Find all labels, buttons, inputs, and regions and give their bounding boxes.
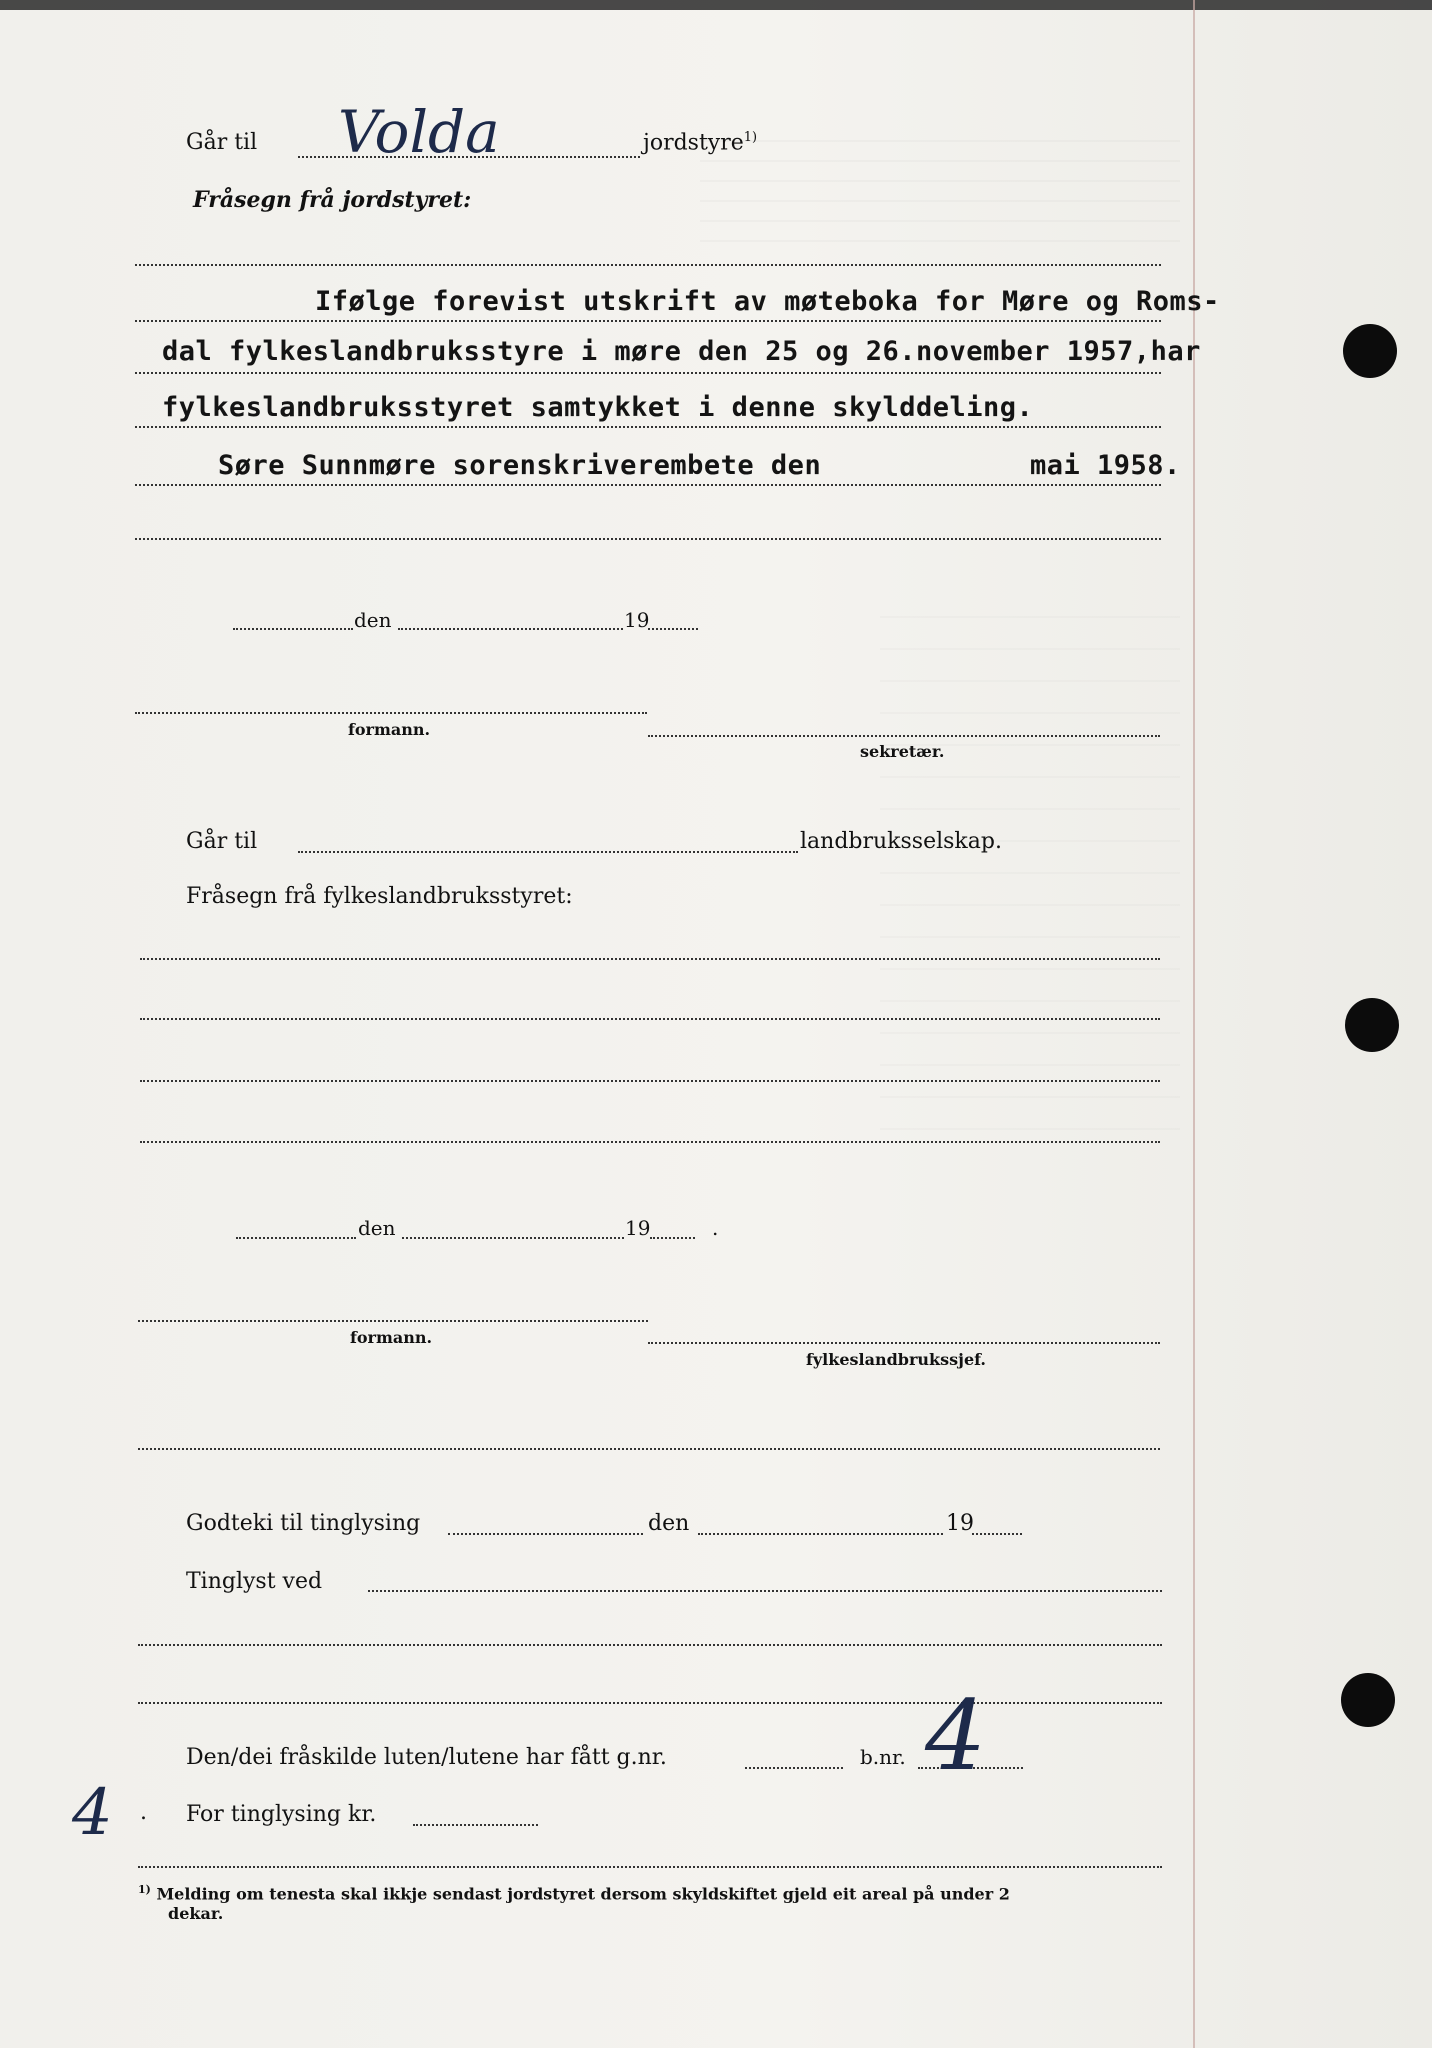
date-month-line xyxy=(398,628,623,630)
ruled-line xyxy=(135,320,1161,322)
section2-landbruk-label: landbruksselskap. xyxy=(800,829,1002,854)
typed-line-4-right: mai 1958. xyxy=(1030,450,1181,481)
typed-line-3: fylkeslandbruksstyret samtykket i denne skylddeling. xyxy=(162,392,1034,423)
ruled-line xyxy=(138,1448,1160,1450)
tinglyst-line xyxy=(368,1590,1162,1592)
date-month-line xyxy=(402,1237,624,1239)
gaar-til-handwritten: Volda xyxy=(338,98,500,166)
typed-line-2: dal fylkeslandbruksstyre i møre den 25 og 26.november 1957,har xyxy=(162,336,1201,367)
fraasegn-jordstyret-label: Fråsegn frå jordstyret: xyxy=(193,187,472,213)
ruled-line xyxy=(135,484,1161,486)
footnote-marker: 1) xyxy=(138,1883,151,1896)
section1-sekretar-label: sekretær. xyxy=(860,742,945,761)
bleed-through-texture xyxy=(700,140,1180,260)
ruled-line xyxy=(140,1018,1160,1020)
punch-hole xyxy=(1343,324,1397,378)
section2-fraasegn-label: Fråsegn frå fylkeslandbruksstyret: xyxy=(186,884,573,909)
bnr-label: b.nr. xyxy=(860,1745,906,1769)
for-tinglysing-line xyxy=(413,1824,538,1826)
godteki-year-line xyxy=(972,1533,1022,1535)
godteki-line xyxy=(448,1533,643,1535)
scan-top-edge xyxy=(0,0,1432,10)
section1-formann-label: formann. xyxy=(348,720,431,739)
typed-line-4-left: Søre Sunnmøre sorenskriverembete den xyxy=(218,450,822,481)
ruled-line xyxy=(135,372,1161,374)
date-day-line xyxy=(236,1237,356,1239)
jordstyre-text: jordstyre xyxy=(643,130,744,156)
punch-hole xyxy=(1345,998,1399,1052)
margin-dot: . xyxy=(140,1800,147,1825)
section2-gaar-til-label: Går til xyxy=(186,829,258,854)
section2-fylkessjef-label: fylkeslandbrukssjef. xyxy=(806,1350,986,1369)
ruled-line xyxy=(138,1702,1162,1704)
footnote-ref: 1) xyxy=(743,130,758,145)
section1-year-prefix: 19 xyxy=(624,608,650,632)
ruled-line xyxy=(138,1644,1162,1646)
section3-year-prefix: 19 xyxy=(946,1511,974,1536)
section3-den-label: den xyxy=(648,1511,690,1536)
ruled-line xyxy=(140,958,1160,960)
date-year-line xyxy=(648,628,698,630)
gnr-line xyxy=(745,1767,843,1769)
footnote xyxy=(138,1880,1010,1924)
section2-den-label: den xyxy=(358,1216,396,1240)
fraskilde-label: Den/dei fråskilde luten/lutene har fått g.nr. xyxy=(186,1745,667,1770)
godteki-month-line xyxy=(698,1533,943,1535)
signature-line-formann xyxy=(138,1320,648,1322)
ruled-line xyxy=(135,426,1161,428)
punch-hole xyxy=(1341,1673,1395,1727)
godteki-label: Godteki til tinglysing xyxy=(186,1511,421,1536)
ruled-line xyxy=(140,1141,1160,1143)
ruled-line xyxy=(140,1080,1160,1082)
ruled-line xyxy=(135,538,1161,540)
footnote-text: Melding om tenesta skal ikkje sendast jordstyret dersom skyldskiftet gjeld eit areal på under 2 xyxy=(156,1884,1010,1904)
gaar-til-label: Går til xyxy=(186,130,258,155)
footnote-line-2: dekar. xyxy=(168,1904,224,1924)
bleed-through-texture xyxy=(880,600,1180,1160)
tinglyst-label: Tinglyst ved xyxy=(186,1569,323,1594)
section2-gaar-til-line xyxy=(298,851,798,853)
section2-period: . xyxy=(712,1216,719,1240)
section1-den-label: den xyxy=(354,608,392,632)
ruled-line xyxy=(135,264,1161,266)
signature-line-sekretar xyxy=(648,735,1160,737)
section2-year-prefix: 19 xyxy=(625,1216,651,1240)
bnr-handwritten: 4 xyxy=(925,1680,987,1792)
for-tinglysing-label: For tinglysing kr. xyxy=(186,1802,377,1827)
date-day-line xyxy=(233,628,353,630)
typed-line-1: Ifølge forevist utskrift av møteboka for Møre og Roms- xyxy=(315,286,1220,317)
ruled-line xyxy=(138,1866,1162,1868)
jordstyre-label xyxy=(643,130,757,155)
signature-line-fylkessjef xyxy=(648,1342,1160,1344)
date-year-line xyxy=(650,1237,695,1239)
section2-formann-label: formann. xyxy=(350,1328,433,1347)
footnote-line-1 xyxy=(138,1880,1010,1904)
signature-line-formann xyxy=(135,712,647,714)
margin-handwritten-mark: 4 xyxy=(72,1776,113,1850)
